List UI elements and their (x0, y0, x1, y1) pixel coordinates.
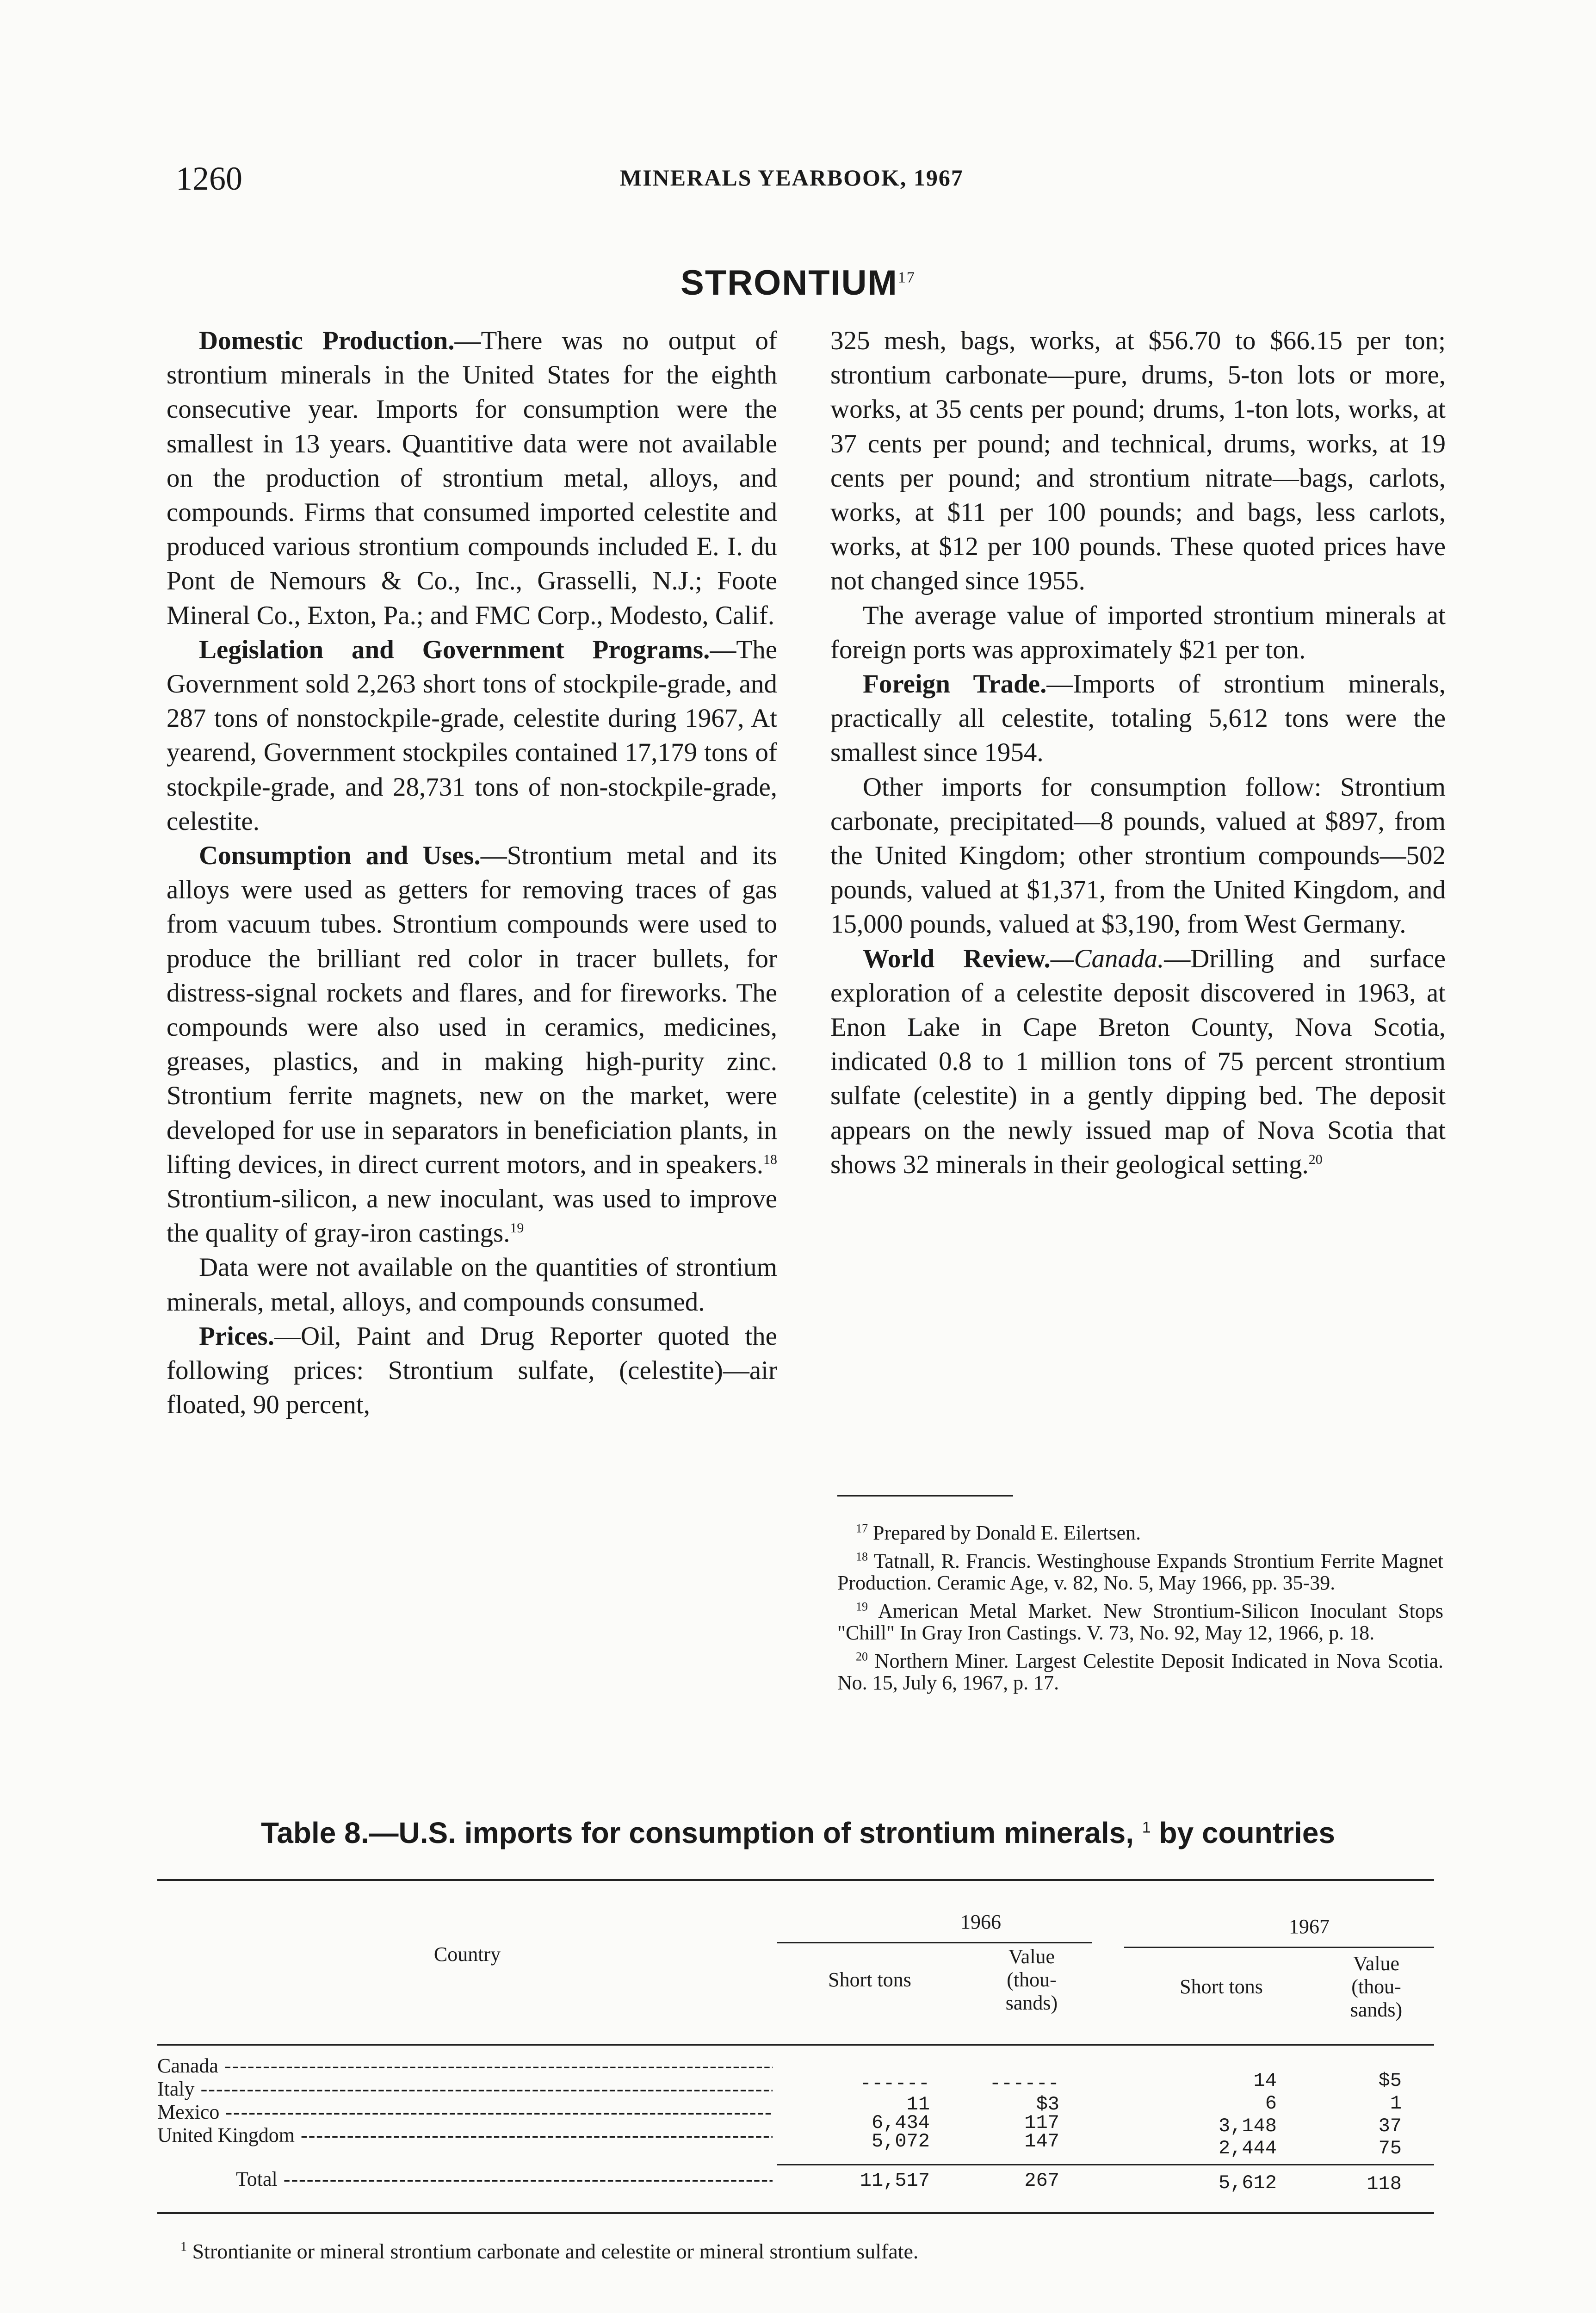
paragraph-prices-continued (830, 324, 1446, 599)
total-rule (777, 2164, 1434, 2165)
paragraph-average-value (830, 599, 1446, 667)
paragraph-prices (167, 1319, 777, 1422)
footnote-number: 19 (856, 1600, 868, 1614)
right-column (830, 324, 1446, 1182)
paragraph-text: —Oil, Paint and Drug Reporter quoted the following prices: Strontium sulfate, (celestite)—air floated, 90 percent, (167, 1321, 777, 1420)
table-bottom-rule (157, 2212, 1434, 2214)
header-value-line: sands) (1005, 1991, 1058, 2014)
country-name: United Kingdom ----- (157, 2123, 773, 2147)
section-title (0, 263, 1596, 303)
table-title-text: Table 8.—U.S. imports for consumption of strontium minerals, (260, 1816, 1134, 1849)
table-total-row (157, 2167, 1434, 2195)
total-label: Total ----- (236, 2167, 773, 2191)
header-value-line: sands) (1350, 1998, 1403, 2021)
cell-tons-1966: 6,434 (871, 2112, 930, 2134)
heading-prices: Prices. (199, 1321, 274, 1351)
paragraph-text: 325 mesh, bags, works, at $56.70 to $66.15 per ton; strontium carbonate—pure, drums, 5-ton lots or more, works, at 35 cents per pound; drums, 1-ton lots, works, at 37 cents per pound; and technical, drums, works, at 19 cents per pound; and strontium nitrate—bags, carlots, works, at $11 per 100 pounds; and bags, less carlots, works, at $12 per 100 pounds. These quoted prices have not changed since 1955. (830, 326, 1446, 596)
country-name: Mexico ----- (157, 2100, 773, 2124)
header-short-tons-1967: Short tons (1180, 1975, 1263, 1998)
cell-tons-1966: 11 (906, 2093, 930, 2115)
cell-tons-1966: ------ (860, 2072, 930, 2095)
paragraph-world-review (830, 942, 1446, 1182)
cell-value-1967: $5 (1378, 2070, 1402, 2092)
cell-value-1966: 117 (1024, 2112, 1059, 2134)
left-column (167, 324, 777, 1422)
footnote-text: Northern Miner. Largest Celestite Deposit Indicated in Nova Scotia. No. 15, July 6, 1967, p. 17. (837, 1650, 1443, 1694)
total-value-1967: 118 (1367, 2173, 1402, 2195)
footnotes (837, 1522, 1443, 1700)
cell-value-1967: 75 (1378, 2137, 1402, 2159)
footnote-ref-19: 19 (510, 1220, 524, 1236)
total-tons-1966: 11,517 (860, 2170, 930, 2192)
footnote (837, 1600, 1443, 1644)
cell-tons-1966: 5,072 (871, 2130, 930, 2152)
header-rule-1967 (1124, 1947, 1434, 1948)
heading-foreign-trade: Foreign Trade. (863, 669, 1047, 699)
paragraph-foreign-trade (830, 667, 1446, 770)
table-footnote-text: Strontianite or mineral strontium carbonate and celestite or mineral strontium sulfate. (192, 2239, 919, 2263)
cell-value-1966: $3 (1036, 2093, 1059, 2115)
cell-value-1966: ------ (989, 2072, 1059, 2095)
paragraph-text: Data were not available on the quantities of strontium minerals, metal, alloys, and compounds consumed. (167, 1253, 777, 1317)
running-title: MINERALS YEARBOOK, 1967 (620, 165, 964, 191)
header-rule-1966 (777, 1942, 1092, 1943)
footnote-number: 17 (856, 1521, 868, 1535)
table-top-rule (157, 1879, 1434, 1881)
footnote-ref-20: 20 (1308, 1151, 1323, 1167)
paragraph-text: —The Government sold 2,263 short tons of stockpile-grade, and 287 tons of nonstockpile-grade, celestite during 1967, At yearend, Government stockpiles contained 17,179 tons of stockpile-grade, and 28,731 tons of non-stockpile-grade, celestite. (167, 635, 777, 836)
header-value-line: (thou- (1351, 1975, 1401, 1998)
cell-value-1966: 147 (1024, 2130, 1059, 2152)
cell-tons-1967: 2,444 (1218, 2137, 1277, 2159)
paragraph-text: —Strontium metal and its alloys were used as getters for removing traces of gas from vacuum tubes. Strontium compounds were used to produce the brilliant red color in tracer bullets, for distress-signal rockets and flares, and for fireworks. The compounds were also used in ceramics, medicines, greases, plastics, and in making high-purity zinc. Strontium ferrite magnets, new on the market, were developed for use in separators in beneficiation plants, in lifting devices, in direct current motors, and in speakers. (167, 841, 777, 1179)
table-title-note: 1 (1142, 1818, 1151, 1837)
paragraph-other-imports (830, 770, 1446, 942)
footnote-text: Prepared by Donald E. Eilertsen. (873, 1521, 1141, 1544)
footnote-divider (837, 1495, 1013, 1497)
footnote (837, 1650, 1443, 1694)
footnote-number: 18 (856, 1550, 868, 1564)
paragraph-consumption (167, 839, 777, 1250)
heading-consumption: Consumption and Uses. (199, 841, 481, 871)
footnote-text: Tatnall, R. Francis. Westinghouse Expands Strontium Ferrite Magnet Production. Ceramic Age, v. 82, No. 5, May 1966, pp. 35-39. (837, 1550, 1443, 1594)
cell-value-1967: 1 (1390, 2092, 1402, 2115)
paragraph-text: Strontium-silicon, a new inoculant, was used to improve the quality of gray-iron castings. (167, 1184, 777, 1248)
page-number: 1260 (176, 160, 242, 197)
paragraph-text: The average value of imported strontium minerals at foreign ports was approximately $21 per ton. (830, 600, 1446, 664)
paragraph-text: —Drilling and surface exploration of a celestite deposit discovered in 1963, at Enon Lake in Cape Breton County, Nova Scotia, indicated 0.8 to 1 million tons of 75 percent strontium sulfate (celestite) in a gently dipping bed. The deposit appears on the newly issued map of Nova Scotia that shows 32 minerals in their geological setting. (830, 944, 1446, 1179)
header-value-line: Value (1008, 1945, 1055, 1968)
paragraph-legislation (167, 633, 777, 839)
cell-tons-1967: 6 (1265, 2092, 1277, 2115)
total-tons-1967: 5,612 (1218, 2172, 1277, 2194)
table-footnote-number: 1 (180, 2239, 187, 2254)
heading-legislation: Legislation and Government Programs. (199, 635, 710, 664)
country-name: Italy ----- (157, 2077, 773, 2101)
table-title (0, 1816, 1596, 1850)
header-value-line: Value (1353, 1952, 1400, 1975)
cell-value-1967: 37 (1378, 2115, 1402, 2137)
footnote-text: American Metal Market. New Strontium-Silicon Inoculant Stops "Chill" In Gray Iron Castings. V. 73, No. 92, May 12, 1966, p. 18. (837, 1600, 1443, 1644)
header-country: Country (433, 1943, 501, 1966)
header-value-1967 (1318, 1952, 1434, 2022)
section-title-text: STRONTIUM (680, 263, 898, 303)
footnote-number: 20 (856, 1650, 868, 1664)
running-head (176, 160, 1453, 206)
cell-tons-1967: 3,148 (1218, 2115, 1277, 2137)
header-bottom-rule (157, 2044, 1434, 2046)
section-title-note: 17 (897, 269, 916, 286)
table-row (157, 2123, 1434, 2159)
header-value-1966 (971, 1945, 1092, 2015)
header-short-tons-1966: Short tons (828, 1968, 911, 1991)
table-footnote (180, 2239, 918, 2264)
footnote (837, 1522, 1443, 1544)
header-year-1967: 1967 (1289, 1915, 1330, 1938)
paragraph-text: —Imports of strontium minerals, practically all celestite, totaling 5,612 tons were the smallest since 1954. (830, 669, 1446, 767)
paragraph-text: —There was no output of strontium minerals in the United States for the eighth consecutive year. Imports for consumption were the smallest in 13 years. Quantitive data were not available on the production of strontium metal, alloys, and compounds. Firms that consumed imported celestite and produced various strontium compounds included E. I. du Pont de Nemours & Co., Inc., Grasselli, N.J.; Foote Mineral Co., Exton, Pa.; and FMC Corp., Modesto, Calif. (167, 326, 777, 630)
header-year-1966: 1966 (960, 1911, 1001, 1933)
paragraph-domestic-production (167, 324, 777, 633)
country-name: Canada ----- (157, 2054, 773, 2078)
footnote (837, 1550, 1443, 1594)
cell-tons-1967: 14 (1253, 2070, 1277, 2092)
paragraph-data-availability (167, 1250, 777, 1319)
total-value-1966: 267 (1024, 2170, 1059, 2192)
header-value-line: (thou- (1007, 1968, 1057, 1991)
footnote-ref-18: 18 (763, 1151, 777, 1167)
heading-domestic-production: Domestic Production. (199, 326, 455, 355)
heading-world-review: World Review. (863, 944, 1051, 973)
country-canada: —Canada. (1050, 944, 1164, 973)
paragraph-text: Other imports for consumption follow: Strontium carbonate, precipitated—8 pounds, valued at $897, from the United Kingdom; other strontium compounds—502 pounds, valued at $1,371, from the United Kingdom, and 15,000 pounds, valued at $3,190, from West Germany. (830, 772, 1446, 939)
table-title-text: by countries (1159, 1816, 1335, 1849)
